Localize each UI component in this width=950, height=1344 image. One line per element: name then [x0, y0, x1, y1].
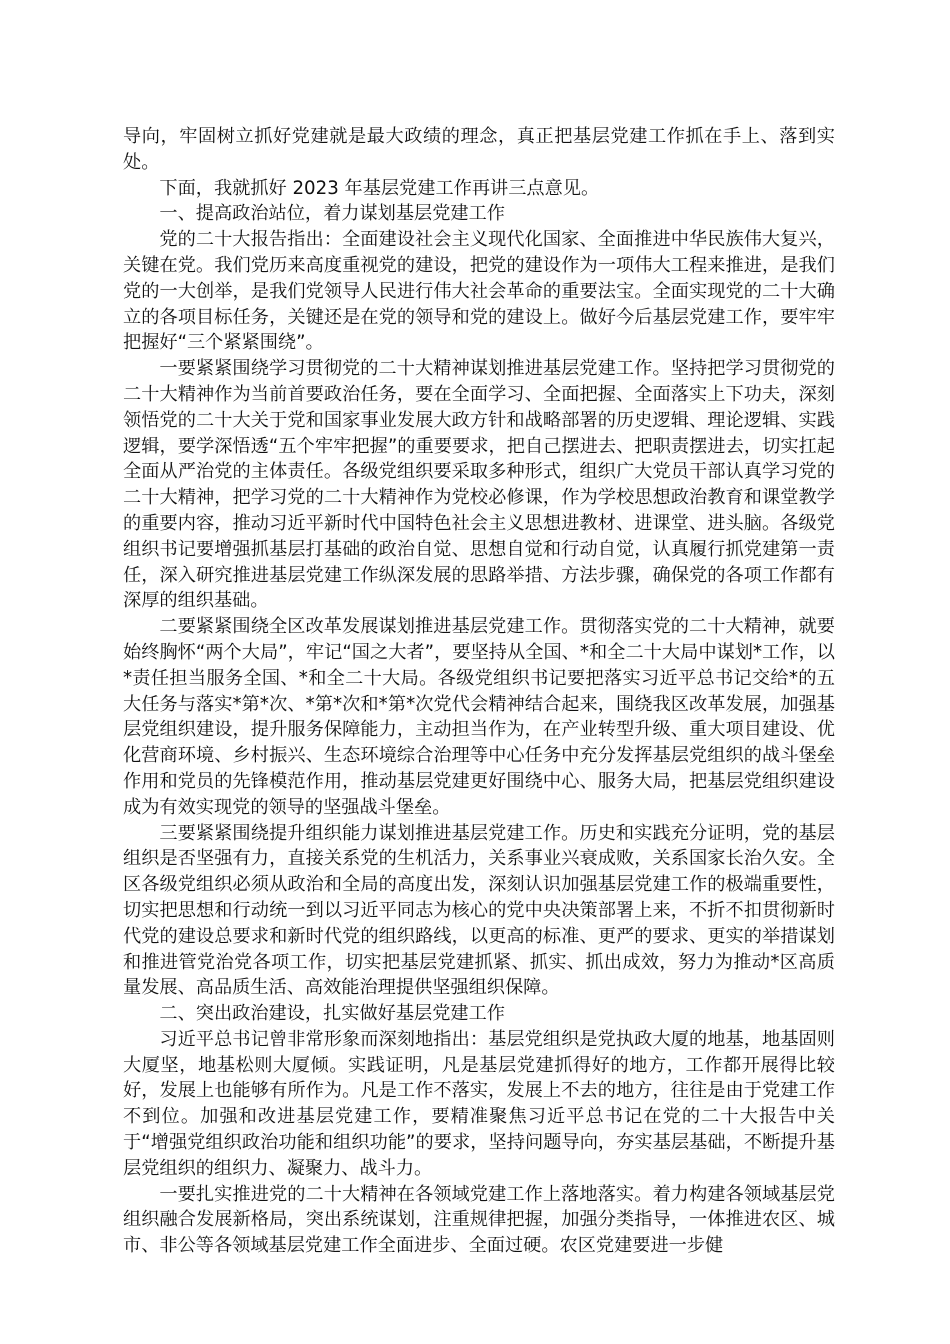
paragraph: 三要紧紧围绕提升组织能力谋划推进基层党建工作。历史和实践充分证明，党的基层组织是否坚强有力，直接关系党的生机活力，关系事业兴衰成败，关系国家长治久安。全区各级党组织必须从政治和全局的高度出发，深刻认识加强基层党建工作的极端重要性，切实把思想和行动统一到以习近平同志为核心的党中央决策部署上来，不折不扣贯彻新时代党的建设总要求和新时代党的组织路线，以更高的标准、更严的要求、更实的举措谋划和推进管党治党各项工作，切实把基层党建抓紧、抓实、抓出成效，努力为推动*区高质量发展、高品质生活、高效能治理提供坚强组织保障。 — [123, 822, 835, 999]
section-heading-2: 二、突出政治建设，扎实做好基层党建工作 — [159, 1003, 505, 1025]
paragraph: 一要扎实推进党的二十大精神在各领域党建工作上落地落实。着力构建各领域基层党组织融合发展新格局，突出系统谋划，注重规律把握，加强分类指导，一体推进农区、城市、非公等各领域基层党建工作全面进步、全面过硬。农区党建要进一步健 — [123, 1183, 835, 1257]
paragraph: 党的二十大报告指出：全面建设社会主义现代化国家、全面推进中华民族伟大复兴，关键在党。我们党历来高度重视党的建设，把党的建设作为一项伟大工程来推进，是我们党的一大创举，是我们党领导人民进行伟大社会革命的重要法宝。全面实现党的二十大确立的各项目标任务，关键还是在党的领导和党的建设上。做好今后基层党建工作，要牢牢把握好“三个紧紧围绕”。 — [123, 229, 835, 354]
paragraph: 习近平总书记曾非常形象而深刻地指出：基层党组织是党执政大厦的地基，地基固则大厦坚，地基松则大厦倾。实践证明，凡是基层党建抓得好的地方，工作都开展得比较好，发展上也能够有所作为。凡是工作不落实，发展上不去的地方，往往是由于党建工作不到位。加强和改进基层党建工作，要精准聚焦习近平总书记在党的二十大报告中关于“增强党组织政治功能和组织功能”的要求，坚持问题导向，夯实基层基础，不断提升基层党组织的组织力、凝聚力、战斗力。 — [123, 1028, 835, 1179]
paragraph-continuation: 导向，牢固树立抓好党建就是最大政绩的理念，真正把基层党建工作抓在手上、落到实处。 — [123, 126, 835, 173]
section-heading-1: 一、提高政治站位，着力谋划基层党建工作 — [159, 203, 505, 225]
paragraph: 二要紧紧围绕全区改革发展谋划推进基层党建工作。贯彻落实党的二十大精神，就要始终胸怀“两个大局”，牢记“国之大者”，要坚持从全国、*和全二十大局中谋划*工作，以*责任担当服务全国、*和全二十大局。各级党组织书记要把落实习近平总书记交给*的五大任务与落实*第*次、*第*次和*第*次党代会精神结合起来，围绕我区改革发展，加强基层党组织建设，提升服务保障能力，主动担当作为，在产业转型升级、重大项目建设、优化营商环境、乡村振兴、生态环境综合治理等中心任务中充分发挥基层党组织的战斗堡垒作用和党员的先锋模范作用，推动基层党建更好围绕中心、服务大局，把基层党组织建设成为有效实现党的领导的坚强战斗堡垒。 — [123, 616, 835, 818]
document-body — [123, 124, 835, 1259]
paragraph-intro: 下面，我就抓好 2023 年基层党建工作再讲三点意见。 — [159, 177, 600, 199]
paragraph: 一要紧紧围绕学习贯彻党的二十大精神谋划推进基层党建工作。坚持把学习贯彻党的二十大精神作为当前首要政治任务，要在全面学习、全面把握、全面落实上下功夫，深刻领悟党的二十大关于党和国家事业发展大政方针和战略部署的历史逻辑、理论逻辑、实践逻辑，要学深悟透“五个牢牢把握”的重要要求，把自己摆进去、把职责摆进去，切实扛起全面从严治党的主体责任。各级党组织要采取多种形式，组织广大党员干部认真学习党的二十大精神，把学习党的二十大精神作为党校必修课，作为学校思想政治教育和课堂教学的重要内容，推动习近平新时代中国特色社会主义思想进教材、进课堂、进头脑。各级党组织书记要增强抓基层打基础的政治自觉、思想自觉和行动自觉，认真履行抓党建第一责任，深入研究推进基层党建工作纵深发展的思路举措、方法步骤，确保党的各项工作都有深厚的组织基础。 — [123, 358, 835, 612]
